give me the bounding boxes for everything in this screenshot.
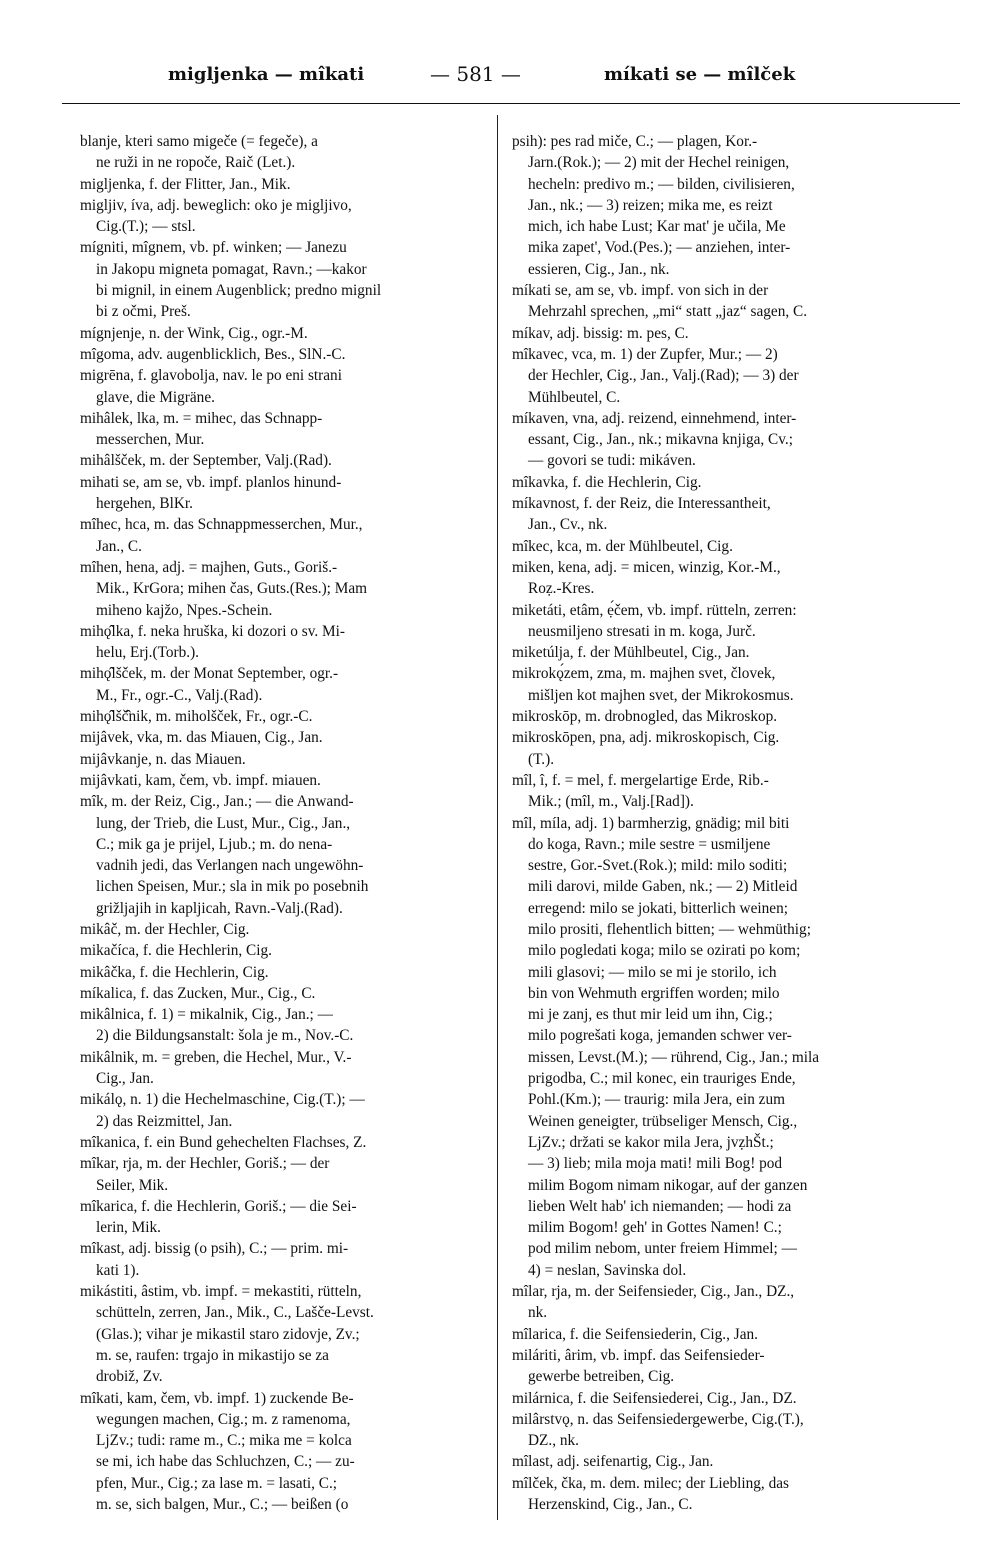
entry-continuation-line: — govori se tudi: mikáven. <box>528 452 696 470</box>
dictionary-entry <box>80 237 480 322</box>
dictionary-entry <box>512 1281 920 1324</box>
entry-continuation-line: sestre, Gor.-Svet.(Rok.); mild: milo soditi; <box>528 857 788 875</box>
dictionary-entry <box>80 131 480 174</box>
entry-first-line: mîkati, kam, čem, vb. impf. 1) zuckende Be- <box>80 1389 354 1407</box>
entry-first-line: mikâčka, f. die Hechlerin, Cig. <box>80 963 269 981</box>
entry-continuation-line: miheno kajžo, Npes.-Schein. <box>96 601 273 619</box>
entry-continuation-line: hergehen, BlKr. <box>96 495 194 513</box>
entry-first-line: mijâvek, vka, m. das Miauen, Cig., Jan. <box>80 729 323 747</box>
entry-first-line: miláriti, ârim, vb. impf. das Seifensieder- <box>512 1346 765 1364</box>
dictionary-entry <box>512 770 920 813</box>
dictionary-entry <box>512 1345 920 1388</box>
entry-continuation-line: vadnih jedi, das Verlangen nach ungewöhn- <box>96 857 364 875</box>
entry-continuation-line: M., Fr., ogr.-C., Valj.(Rad). <box>96 686 263 704</box>
entry-continuation-line: LjZv.; držati se kakor mila Jera, jvẓhŠt.; <box>528 1133 774 1151</box>
header-right-guide-words: míkati se — mîlček <box>604 64 796 85</box>
dictionary-entry <box>80 174 480 195</box>
dictionary-entry <box>80 983 480 1004</box>
header-rule <box>62 103 960 104</box>
entry-first-line: mîkavec, vca, m. 1) der Zupfer, Mur.; — 2) <box>512 345 778 363</box>
dictionary-entry <box>80 323 480 344</box>
entry-continuation-line: milim Bogom nimam nikogar, auf der ganzen <box>528 1176 808 1194</box>
entry-continuation-line: pfen, Mur., Cig.; za lase m. = lasati, C.; <box>96 1474 338 1492</box>
entry-first-line: mihâlek, lka, m. = mihec, das Schnapp- <box>80 409 323 427</box>
entry-first-line: mîlar, rja, m. der Seifensieder, Cig., Jan., DZ., <box>512 1283 795 1301</box>
dictionary-entry <box>80 962 480 983</box>
entry-continuation-line: 2) die Bildungsanstalt: šola je m., Nov.-C. <box>96 1027 354 1045</box>
entry-first-line: mîlarica, f. die Seifensiederin, Cig., Jan. <box>512 1325 758 1343</box>
dictionary-entry <box>512 813 920 1282</box>
entry-continuation-line: lichen Speisen, Mur.; sla in mik po posebnih <box>96 878 369 896</box>
dictionary-entry <box>512 344 920 408</box>
dictionary-entry <box>512 472 920 493</box>
entry-continuation-line: lerin, Mik. <box>96 1219 162 1237</box>
dictionary-entry <box>512 408 920 472</box>
entry-first-line: mikâlnica, f. 1) = mikalnik, Cig., Jan.; — <box>80 1006 333 1024</box>
entry-first-line: milárnica, f. die Seifensiederei, Cig., Jan., DZ. <box>512 1389 797 1407</box>
dictionary-entry <box>80 1388 480 1516</box>
entry-continuation-line: LjZv.; tudi: rame m., C.; mika me = kolca <box>96 1432 352 1450</box>
dictionary-entry <box>80 450 480 471</box>
dictionary-entry <box>80 749 480 770</box>
dictionary-entry <box>80 1281 480 1387</box>
entry-first-line: mikálǫ, n. 1) die Hechelmaschine, Cig.(T.); — <box>80 1091 365 1109</box>
entry-continuation-line: Mik.; (mîl, m., Valj.[Rad]). <box>528 793 694 811</box>
entry-continuation-line: lieben Welt hab' ich niemanden; — hodi za <box>528 1197 792 1215</box>
dictionary-entry <box>512 642 920 663</box>
entry-first-line: mîkarica, f. die Hechlerin, Goriš.; — die Sei- <box>80 1197 357 1215</box>
entry-continuation-line: Jan., nk.; — 3) reizen; mika me, es reizt <box>528 196 773 214</box>
entry-continuation-line: schütteln, zerren, Jan., Mik., C., Lašče-Levst. <box>96 1304 374 1322</box>
entry-continuation-line: Mehrzahl sprechen, „mi“ statt „jaz“ sagen, C. <box>528 303 808 321</box>
entry-continuation-line: der Hechler, Cig., Jan., Valj.(Rad); — 3) der <box>528 367 799 385</box>
entry-continuation-line: ne ruži in ne ropoče, Raič (Let.). <box>96 154 296 172</box>
entry-continuation-line: 2) das Reizmittel, Jan. <box>96 1112 233 1130</box>
entry-continuation-line: glave, die Migräne. <box>96 388 215 406</box>
dictionary-entry <box>80 706 480 727</box>
entry-continuation-line: Jarn.(Rok.); — 2) mit der Hechel reinigen, <box>528 154 790 172</box>
entry-continuation-line: mich, ich habe Lust; Kar mat' je učila, Me <box>528 218 786 236</box>
entry-continuation-line: Mühlbeutel, C. <box>528 388 621 406</box>
entry-continuation-line: C.; mik ga je prijel, Ljub.; m. do nena- <box>96 835 333 853</box>
entry-first-line: míkalica, f. das Zucken, Mur., Cig., C. <box>80 984 316 1002</box>
entry-continuation-line: mili glasovi; — milo se mi je storilo, ich <box>528 963 777 981</box>
entry-continuation-line: Seiler, Mik. <box>96 1176 169 1194</box>
entry-first-line: mihâlšček, m. der September, Valj.(Rad). <box>80 452 332 470</box>
dictionary-entry <box>80 1153 480 1196</box>
dictionary-entry <box>80 514 480 557</box>
entry-continuation-line: mi je zanj, es thut mir leid um ihn, Cig.; <box>528 1006 773 1024</box>
dictionary-entry <box>512 280 920 323</box>
entry-first-line: migljiv, íva, adj. beweglich: oko je migljivo, <box>80 196 352 214</box>
entry-continuation-line: — 3) lieb; mila moja mati! mili Bog! pod <box>528 1155 783 1173</box>
entry-continuation-line: essant, Cig., Jan., nk.; mikavna knjiga, Cv.; <box>528 431 793 449</box>
entry-first-line: mígniti, mîgnem, vb. pf. winken; — Janezu <box>80 239 347 257</box>
dictionary-entry <box>512 727 920 770</box>
entry-continuation-line: drobiž, Zv. <box>96 1368 163 1386</box>
entry-continuation-line: (Glas.); vihar je mikastil staro zidovje, Zv.; <box>96 1325 360 1343</box>
entry-continuation-line: Weinen geneigter, trübseliger Mensch, Cig., <box>528 1112 798 1130</box>
entry-continuation-line: essieren, Cig., Jan., nk. <box>528 260 670 278</box>
dictionary-entry <box>512 1388 920 1409</box>
entry-first-line: mîkec, kca, m. der Mühlbeutel, Cig. <box>512 537 733 555</box>
entry-continuation-line: Jan., C. <box>96 537 142 555</box>
entry-continuation-line: neusmiljeno stresati in m. koga, Jurč. <box>528 622 756 640</box>
page-number: — 581 — <box>430 62 521 86</box>
entry-first-line: mihǫ̂lšč̂nik, m. miholšček, Fr., ogr.-C. <box>80 708 313 726</box>
entry-continuation-line: se mi, ich habe das Schluchzen, C.; — zu- <box>96 1453 355 1471</box>
entry-continuation-line: milim Bogom! geh' in Gottes Namen! C.; <box>528 1219 782 1237</box>
dictionary-entry <box>80 365 480 408</box>
entry-first-line: mikroskōpen, pna, adj. mikroskopisch, Cig. <box>512 729 780 747</box>
entry-continuation-line: DZ., nk. <box>528 1432 579 1450</box>
entry-first-line: milârstvǫ, n. das Seifensiedergewerbe, Cig.(T.), <box>512 1410 804 1428</box>
entry-first-line: miketúlja, f. der Mühlbeutel, Cig., Jan. <box>512 644 750 662</box>
entry-first-line: mîlast, adj. seifenartig, Cig., Jan. <box>512 1453 714 1471</box>
entry-first-line: mîl, míla, adj. 1) barmherzig, gnädig; mil biti <box>512 814 790 832</box>
entry-first-line: mîk, m. der Reiz, Cig., Jan.; — die Anwand- <box>80 793 354 811</box>
left-column <box>80 131 480 1515</box>
entry-continuation-line: m. se, raufen: trgajo in mikastijo se za <box>96 1346 329 1364</box>
entry-continuation-line: grižljajih in kapljicah, Ravn.-Valj.(Rad). <box>96 899 343 917</box>
entry-continuation-line: mika zapet', Vod.(Pes.); — anziehen, inter- <box>528 239 791 257</box>
entry-first-line: mikâlnik, m. = greben, die Hechel, Mur., V.- <box>80 1048 352 1066</box>
entry-continuation-line: wegungen machen, Cig.; m. z ramenoma, <box>96 1410 351 1428</box>
entry-continuation-line: bin von Wehmuth ergriffen worden; milo <box>528 984 780 1002</box>
entry-first-line: mikâč, m. der Hechler, Cig. <box>80 920 250 938</box>
dictionary-entry <box>512 706 920 727</box>
entry-continuation-line: prigodba, C.; mil konec, ein trauriges Ende, <box>528 1070 796 1088</box>
entry-continuation-line: missen, Levst.(M.); — rührend, Cig., Jan.; mila <box>528 1048 820 1066</box>
entry-continuation-line: Pohl.(Km.); — traurig: mila Jera, ein zum <box>528 1091 786 1109</box>
entry-first-line: mîl, î, f. = mel, f. mergelartige Erde, Rib.- <box>512 771 769 789</box>
entry-first-line: mîkast, adj. bissig (o psih), C.; — prim. mi- <box>80 1240 349 1258</box>
entry-first-line: mikačíca, f. die Hechlerin, Cig. <box>80 942 272 960</box>
entry-first-line: mijâvkati, kam, čem, vb. impf. miauen. <box>80 771 321 789</box>
entry-first-line: mihǫ̂lšček, m. der Monat September, ogr.- <box>80 665 339 683</box>
dictionary-entry <box>80 1089 480 1132</box>
entry-first-line: miken, kena, adj. = micen, winzig, Kor.-M., <box>512 558 781 576</box>
entry-continuation-line: bi z očmi, Preš. <box>96 303 191 321</box>
dictionary-entry <box>80 1132 480 1153</box>
dictionary-entry <box>80 727 480 748</box>
entry-first-line: psih): pes rad miče, C.; — plagen, Kor.- <box>512 133 758 150</box>
dictionary-entry <box>80 663 480 706</box>
dictionary-entry <box>80 791 480 919</box>
entry-continuation-line: helu, Erj.(Torb.). <box>96 644 199 662</box>
dictionary-entry <box>80 1047 480 1090</box>
entry-first-line: migrēna, f. glavobolja, nav. le po eni strani <box>80 367 342 385</box>
dictionary-entry <box>80 940 480 961</box>
header-left-guide-words: migljenka — mîkati <box>168 64 365 85</box>
entry-first-line: mîgoma, adv. augenblicklich, Bes., SlN.-C. <box>80 345 346 363</box>
entry-first-line: mihati se, am se, vb. impf. planlos hinund- <box>80 473 342 491</box>
dictionary-entry <box>512 1409 920 1452</box>
entry-continuation-line: Jan., Cv., nk. <box>528 516 608 534</box>
dictionary-entry <box>512 131 920 280</box>
entry-first-line: míkav, adj. bissig: m. pes, C. <box>512 324 689 342</box>
entry-continuation-line: mili darovi, milde Gaben, nk.; — 2) Mitleid <box>528 878 798 896</box>
dictionary-entry <box>80 1238 480 1281</box>
entry-continuation-line: milo prositi, flehentlich bitten; — wehmüthig; <box>528 920 811 938</box>
entry-first-line: míkavnost, f. der Reiz, die Interessantheit, <box>512 495 771 513</box>
entry-continuation-line: (T.). <box>528 750 555 768</box>
dictionary-entry <box>512 557 920 600</box>
entry-continuation-line: Herzenskind, Cig., Jan., C. <box>528 1496 693 1513</box>
dictionary-entry <box>80 621 480 664</box>
dictionary-entry <box>512 323 920 344</box>
entry-first-line: mígnjenje, n. der Wink, Cig., ogr.-M. <box>80 324 308 342</box>
entry-continuation-line: milo pogledati koga; milo se ozirati po kom; <box>528 942 801 960</box>
entry-continuation-line: Cig.(T.); — stsl. <box>96 218 196 236</box>
entry-first-line: mîkavka, f. die Hechlerin, Cig. <box>512 473 702 491</box>
dictionary-entry <box>80 344 480 365</box>
entry-first-line: míkaven, vna, adj. reizend, einnehmend, inter- <box>512 409 797 427</box>
entry-continuation-line: bi mignil, in einem Augenblick; predno mignil <box>96 282 382 300</box>
entry-continuation-line: mišljen kot majhen svet, der Mikrokosmus. <box>528 686 794 704</box>
entry-continuation-line: pod milim nebom, unter freiem Himmel; — <box>528 1240 797 1258</box>
entry-first-line: mikroskōp, m. drobnogled, das Mikroskop. <box>512 708 778 726</box>
dictionary-entry <box>80 195 480 238</box>
entry-continuation-line: nk. <box>528 1304 548 1322</box>
entry-continuation-line: messerchen, Mur. <box>96 431 205 449</box>
dictionary-entry <box>512 1473 920 1516</box>
entry-continuation-line: Mik., KrGora; mihen čas, Guts.(Res.); Mam <box>96 580 368 598</box>
entry-first-line: blanje, kteri samo migeče (= fegeče), a <box>80 133 318 150</box>
dictionary-entry <box>80 770 480 791</box>
entry-continuation-line: hecheln: predivo m.; — bilden, civilisieren, <box>528 175 795 193</box>
entry-continuation-line: milo pogrešati koga, jemanden schwer ver- <box>528 1027 792 1045</box>
dictionary-entry <box>512 1324 920 1345</box>
entry-continuation-line: do koga, Ravn.; mile sestre = usmiljene <box>528 835 771 853</box>
running-header <box>0 58 1000 92</box>
entry-continuation-line: in Jakopu migneta pomagat, Ravn.; —kakor <box>96 260 367 278</box>
column-divider <box>497 115 498 1520</box>
dictionary-entry <box>512 493 920 536</box>
entry-continuation-line: m. se, sich balgen, Mur., C.; — beißen (o <box>96 1496 349 1513</box>
entry-first-line: mikrokǫ́zem, zma, m. majhen svet, človek, <box>512 665 776 683</box>
dictionary-entry <box>80 472 480 515</box>
entry-first-line: miketáti, etâm, ẹ́čem, vb. impf. rütteln, zerren: <box>512 601 797 619</box>
dictionary-entry <box>80 1196 480 1239</box>
entry-first-line: mîhen, hena, adj. = majhen, Guts., Goriš.- <box>80 558 338 576</box>
entry-continuation-line: kati 1). <box>96 1261 140 1279</box>
entry-continuation-line: Roẓ.-Kres. <box>528 580 595 598</box>
entry-first-line: mîlček, čka, m. dem. milec; der Liebling, das <box>512 1474 789 1492</box>
dictionary-entry <box>512 536 920 557</box>
entry-first-line: mihǫ̂lka, f. neka hruška, ki dozori o sv. Mi- <box>80 622 345 640</box>
entry-first-line: migljenka, f. der Flitter, Jan., Mik. <box>80 175 291 193</box>
dictionary-entry <box>80 1004 480 1047</box>
right-column <box>512 131 920 1515</box>
entry-first-line: mîhec, hca, m. das Schnappmesserchen, Mur., <box>80 516 363 534</box>
dictionary-entry <box>80 919 480 940</box>
dictionary-entry <box>512 1451 920 1472</box>
entry-first-line: míkati se, am se, vb. impf. von sich in der <box>512 282 769 300</box>
dictionary-entry <box>80 557 480 621</box>
entry-continuation-line: gewerbe betreiben, Cig. <box>528 1368 675 1386</box>
entry-first-line: mîkar, rja, m. der Hechler, Goriš.; — der <box>80 1155 330 1173</box>
entry-first-line: mijâvkanje, n. das Miauen. <box>80 750 246 768</box>
entry-continuation-line: lung, der Trieb, die Lust, Mur., Cig., Jan., <box>96 814 351 832</box>
dictionary-entry <box>80 408 480 451</box>
dictionary-entry <box>512 663 920 706</box>
entry-continuation-line: erregend: milo se jokati, bitterlich weinen; <box>528 899 788 917</box>
entry-first-line: mîkanica, f. ein Bund gehechelten Flachses, Z. <box>80 1133 367 1151</box>
dictionary-entry <box>512 600 920 643</box>
entry-continuation-line: Cig., Jan. <box>96 1070 154 1088</box>
entry-continuation-line: 4) = neslan, Savinska dol. <box>528 1261 687 1279</box>
entry-first-line: mikástiti, âstim, vb. impf. = mekastiti, rütteln, <box>80 1283 362 1301</box>
